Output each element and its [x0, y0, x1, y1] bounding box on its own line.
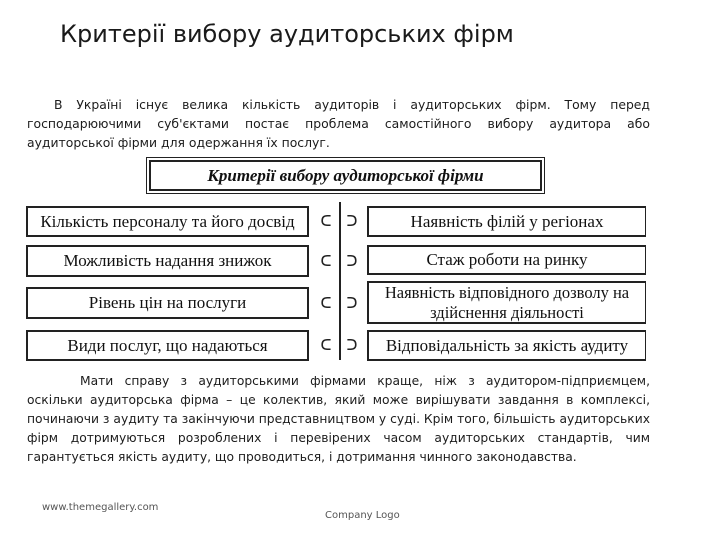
- footer-company-logo: Company Logo: [325, 510, 400, 521]
- right-brace-icon: ᑐ: [346, 294, 358, 312]
- criterion-staff-experience: Кількість персоналу та його досвід: [26, 206, 309, 237]
- diagram-title: Критерії вибору аудиторської фірми: [149, 160, 542, 191]
- criterion-discounts: Можливість надання знижок: [26, 245, 309, 277]
- left-brace-icon: ᑕ: [320, 294, 332, 312]
- criterion-service-types: Види послуг, що надаються: [26, 330, 309, 361]
- left-brace-icon: ᑕ: [320, 212, 332, 230]
- center-divider: [339, 202, 341, 360]
- conclusion-paragraph: Мати справу з аудиторськими фірмами краще, ніж з аудитором-підприємцем, оскільки аудиторська фірма – це колектив, який може вирішувати завдання в комплексі, починаючи з аудиту та закінчуючи представництвом у суді. Крім того, більшість аудиторських фірм дотримуються розроблених і перевірених часом аудиторських стандартів, чим гарантується якість аудиту, що проводиться, і дотримання чинного законодавства.: [27, 374, 650, 464]
- criterion-regional-branches: Наявність філій у регіонах: [367, 206, 646, 237]
- left-brace-icon: ᑕ: [320, 252, 332, 270]
- diagram-title-box: [146, 157, 545, 194]
- footer-website: www.themegallery.com: [42, 502, 159, 513]
- right-brace-icon: ᑐ: [346, 336, 358, 354]
- criterion-price-level: Рівень цін на послуги: [26, 287, 309, 319]
- left-brace-icon: ᑕ: [320, 336, 332, 354]
- criterion-market-experience: Стаж роботи на ринку: [367, 245, 646, 275]
- right-brace-icon: ᑐ: [346, 252, 358, 270]
- criterion-audit-liability: Відповідальність за якість аудиту: [367, 330, 646, 361]
- slide-title: Критерії вибору аудиторських фірм: [60, 20, 514, 48]
- criterion-license: Наявність відповідного дозволу на здійснення діяльності: [367, 281, 646, 324]
- intro-paragraph: В Україні існує велика кількість аудиторів і аудиторських фірм. Тому перед господарюючими суб'єктами постає проблема самостійного вибору аудитора або аудиторської фірми для одержання їх послуг.: [27, 97, 650, 150]
- right-brace-icon: ᑐ: [346, 212, 358, 230]
